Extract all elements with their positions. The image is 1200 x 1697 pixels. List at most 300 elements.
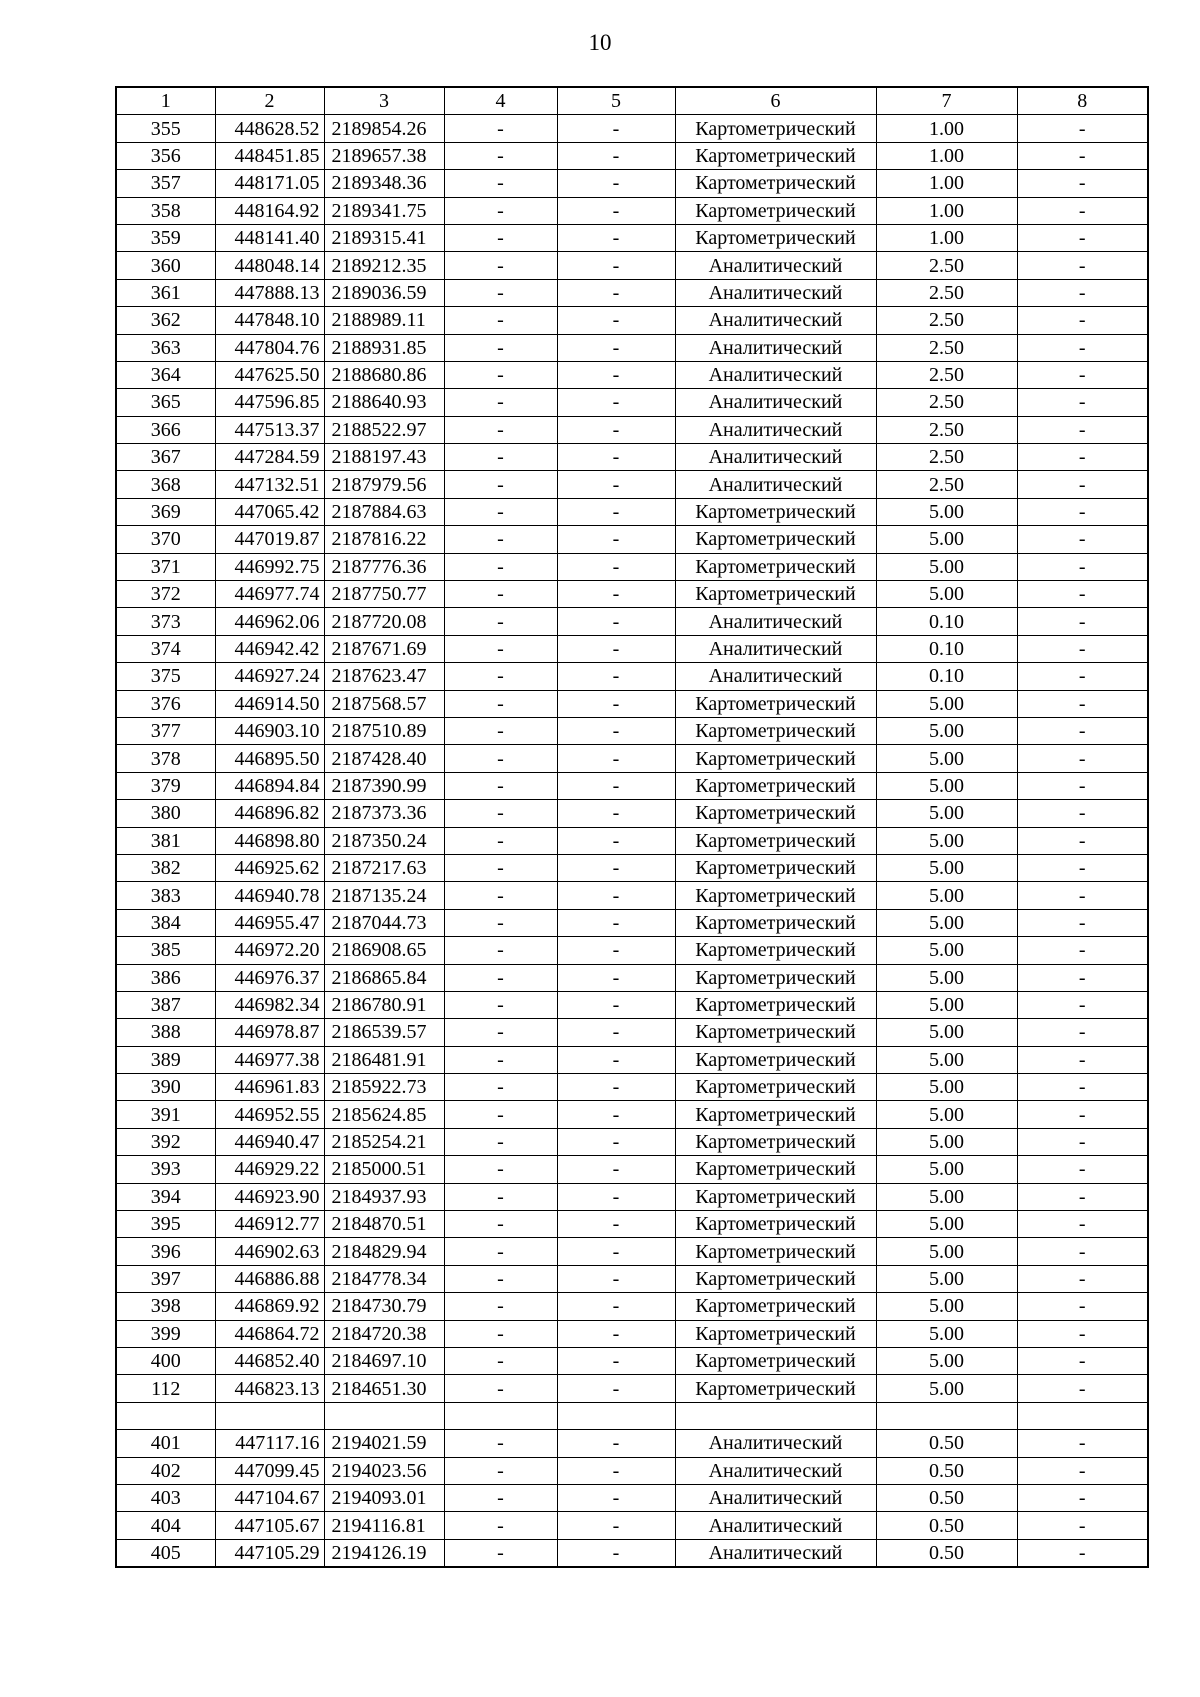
cell-col-5: - bbox=[557, 498, 675, 525]
cell-col-5: - bbox=[557, 115, 675, 142]
cell-coord-y: 2186780.91 bbox=[324, 991, 444, 1018]
cell-point-number: 388 bbox=[116, 1019, 215, 1046]
cell-col-5: - bbox=[557, 800, 675, 827]
cell-col-4: - bbox=[444, 1019, 557, 1046]
cell-coord-y: 2194116.81 bbox=[324, 1512, 444, 1539]
cell-col-8: - bbox=[1017, 1211, 1148, 1238]
cell-col-5: - bbox=[557, 389, 675, 416]
cell-coord-x: 446925.62 bbox=[215, 854, 324, 881]
cell-col-5: - bbox=[557, 1457, 675, 1484]
cell-point-number: 365 bbox=[116, 389, 215, 416]
cell-coord-x: 446886.88 bbox=[215, 1265, 324, 1292]
cell-precision: 0.50 bbox=[876, 1512, 1017, 1539]
cell-method: Картометрический bbox=[675, 964, 876, 991]
cell-point-number: 112 bbox=[116, 1375, 215, 1402]
cell-method: Картометрический bbox=[675, 1046, 876, 1073]
cell-point-number: 356 bbox=[116, 142, 215, 169]
cell-col-4: - bbox=[444, 1265, 557, 1292]
cell-method: Картометрический bbox=[675, 1375, 876, 1402]
cell-method: Картометрический bbox=[675, 1265, 876, 1292]
cell-col-5: - bbox=[557, 1183, 675, 1210]
cell-precision: 2.50 bbox=[876, 444, 1017, 471]
cell-col-4: - bbox=[444, 745, 557, 772]
cell-coord-x: 448164.92 bbox=[215, 197, 324, 224]
cell-point-number: 390 bbox=[116, 1074, 215, 1101]
cell-coord-y: 2189315.41 bbox=[324, 224, 444, 251]
cell-col-8: - bbox=[1017, 635, 1148, 662]
cell-precision bbox=[876, 1402, 1017, 1429]
cell-method: Аналитический bbox=[675, 635, 876, 662]
cell-col-8: - bbox=[1017, 1074, 1148, 1101]
cell-col-8: - bbox=[1017, 1265, 1148, 1292]
cell-coord-x: 448451.85 bbox=[215, 142, 324, 169]
table-row bbox=[116, 937, 1148, 964]
cell-precision: 5.00 bbox=[876, 1101, 1017, 1128]
cell-col-4: - bbox=[444, 1238, 557, 1265]
cell-method: Картометрический bbox=[675, 800, 876, 827]
cell-coord-y: 2185000.51 bbox=[324, 1156, 444, 1183]
table-row bbox=[116, 1265, 1148, 1292]
cell-coord-y: 2187044.73 bbox=[324, 909, 444, 936]
cell-coord-y: 2184651.30 bbox=[324, 1375, 444, 1402]
table-row bbox=[116, 690, 1148, 717]
cell-col-5: - bbox=[557, 279, 675, 306]
cell-col-5: - bbox=[557, 1211, 675, 1238]
cell-method: Картометрический bbox=[675, 1019, 876, 1046]
cell-precision: 5.00 bbox=[876, 498, 1017, 525]
cell-method: Картометрический bbox=[675, 937, 876, 964]
cell-precision: 2.50 bbox=[876, 334, 1017, 361]
cell-col-5: - bbox=[557, 1128, 675, 1155]
cell-coord-x: 446992.75 bbox=[215, 553, 324, 580]
cell-point-number: 386 bbox=[116, 964, 215, 991]
cell-point-number: 369 bbox=[116, 498, 215, 525]
cell-coord-y bbox=[324, 1402, 444, 1429]
cell-col-8: - bbox=[1017, 827, 1148, 854]
cell-col-5: - bbox=[557, 1375, 675, 1402]
cell-precision: 5.00 bbox=[876, 1347, 1017, 1374]
cell-method: Картометрический bbox=[675, 197, 876, 224]
cell-coord-y: 2187979.56 bbox=[324, 471, 444, 498]
cell-col-8: - bbox=[1017, 334, 1148, 361]
cell-col-5: - bbox=[557, 608, 675, 635]
cell-method: Картометрический bbox=[675, 882, 876, 909]
cell-method: Аналитический bbox=[675, 1457, 876, 1484]
cell-col-5: - bbox=[557, 1539, 675, 1567]
cell-col-8: - bbox=[1017, 197, 1148, 224]
cell-precision: 5.00 bbox=[876, 827, 1017, 854]
cell-coord-x: 446852.40 bbox=[215, 1347, 324, 1374]
cell-precision: 0.50 bbox=[876, 1430, 1017, 1457]
cell-point-number: 376 bbox=[116, 690, 215, 717]
cell-precision: 5.00 bbox=[876, 772, 1017, 799]
cell-precision: 2.50 bbox=[876, 361, 1017, 388]
cell-coord-x: 447132.51 bbox=[215, 471, 324, 498]
cell-col-4: - bbox=[444, 1074, 557, 1101]
cell-col-5: - bbox=[557, 909, 675, 936]
cell-col-5: - bbox=[557, 882, 675, 909]
cell-method: Картометрический bbox=[675, 526, 876, 553]
cell-col-8: - bbox=[1017, 553, 1148, 580]
cell-col-5: - bbox=[557, 1265, 675, 1292]
cell-point-number: 357 bbox=[116, 170, 215, 197]
cell-col-8: - bbox=[1017, 1320, 1148, 1347]
cell-col-5: - bbox=[557, 827, 675, 854]
column-header-1: 1 bbox=[116, 87, 215, 115]
cell-method: Аналитический bbox=[675, 307, 876, 334]
cell-coord-x: 447284.59 bbox=[215, 444, 324, 471]
table-row bbox=[116, 1430, 1148, 1457]
cell-col-4: - bbox=[444, 909, 557, 936]
cell-coord-y: 2189348.36 bbox=[324, 170, 444, 197]
cell-precision: 1.00 bbox=[876, 197, 1017, 224]
cell-col-5: - bbox=[557, 1347, 675, 1374]
cell-method: Картометрический bbox=[675, 1238, 876, 1265]
cell-coord-y: 2187884.63 bbox=[324, 498, 444, 525]
cell-point-number: 381 bbox=[116, 827, 215, 854]
cell-method: Аналитический bbox=[675, 1430, 876, 1457]
cell-coord-y: 2184697.10 bbox=[324, 1347, 444, 1374]
cell-col-5: - bbox=[557, 1512, 675, 1539]
cell-coord-y: 2194021.59 bbox=[324, 1430, 444, 1457]
cell-col-4: - bbox=[444, 581, 557, 608]
cell-precision: 5.00 bbox=[876, 1320, 1017, 1347]
cell-precision: 5.00 bbox=[876, 854, 1017, 881]
cell-col-8: - bbox=[1017, 170, 1148, 197]
cell-coord-y: 2187135.24 bbox=[324, 882, 444, 909]
table-row bbox=[116, 1101, 1148, 1128]
table-row bbox=[116, 1539, 1148, 1567]
cell-col-4: - bbox=[444, 197, 557, 224]
cell-point-number: 367 bbox=[116, 444, 215, 471]
cell-col-8: - bbox=[1017, 854, 1148, 881]
cell-col-4: - bbox=[444, 553, 557, 580]
table-row bbox=[116, 307, 1148, 334]
cell-col-4: - bbox=[444, 1046, 557, 1073]
cell-col-8: - bbox=[1017, 1101, 1148, 1128]
cell-precision: 0.50 bbox=[876, 1539, 1017, 1567]
cell-coord-y: 2186481.91 bbox=[324, 1046, 444, 1073]
cell-coord-y: 2185254.21 bbox=[324, 1128, 444, 1155]
table-row bbox=[116, 1293, 1148, 1320]
cell-precision: 5.00 bbox=[876, 717, 1017, 744]
cell-method: Аналитический bbox=[675, 608, 876, 635]
cell-col-5: - bbox=[557, 553, 675, 580]
cell-col-8: - bbox=[1017, 115, 1148, 142]
table-body bbox=[116, 115, 1148, 1567]
cell-method: Аналитический bbox=[675, 663, 876, 690]
cell-method: Картометрический bbox=[675, 854, 876, 881]
cell-coord-y: 2187671.69 bbox=[324, 635, 444, 662]
cell-coord-y: 2189341.75 bbox=[324, 197, 444, 224]
cell-method: Картометрический bbox=[675, 498, 876, 525]
cell-coord-x: 446894.84 bbox=[215, 772, 324, 799]
cell-coord-x: 447105.67 bbox=[215, 1512, 324, 1539]
cell-method: Аналитический bbox=[675, 252, 876, 279]
cell-col-4: - bbox=[444, 690, 557, 717]
cell-coord-x: 446940.78 bbox=[215, 882, 324, 909]
cell-method: Картометрический bbox=[675, 1183, 876, 1210]
cell-coord-x: 447019.87 bbox=[215, 526, 324, 553]
cell-precision: 5.00 bbox=[876, 1156, 1017, 1183]
cell-coord-y: 2184720.38 bbox=[324, 1320, 444, 1347]
cell-col-8: - bbox=[1017, 252, 1148, 279]
cell-col-8: - bbox=[1017, 1046, 1148, 1073]
cell-coord-y: 2187217.63 bbox=[324, 854, 444, 881]
cell-method: Картометрический bbox=[675, 224, 876, 251]
cell-coord-y: 2186908.65 bbox=[324, 937, 444, 964]
table-row bbox=[116, 608, 1148, 635]
cell-precision: 5.00 bbox=[876, 745, 1017, 772]
cell-point-number: 364 bbox=[116, 361, 215, 388]
cell-col-8: - bbox=[1017, 745, 1148, 772]
cell-method: Картометрический bbox=[675, 1156, 876, 1183]
cell-col-4: - bbox=[444, 1101, 557, 1128]
cell-col-8: - bbox=[1017, 224, 1148, 251]
cell-col-5: - bbox=[557, 252, 675, 279]
cell-precision: 5.00 bbox=[876, 1238, 1017, 1265]
cell-coord-y: 2194093.01 bbox=[324, 1484, 444, 1511]
cell-coord-x: 446903.10 bbox=[215, 717, 324, 744]
cell-col-5: - bbox=[557, 1238, 675, 1265]
cell-coord-y: 2186539.57 bbox=[324, 1019, 444, 1046]
cell-col-5: - bbox=[557, 361, 675, 388]
cell-col-4: - bbox=[444, 1128, 557, 1155]
cell-method: Аналитический bbox=[675, 1512, 876, 1539]
table-row bbox=[116, 854, 1148, 881]
cell-coord-y: 2187816.22 bbox=[324, 526, 444, 553]
cell-col-4: - bbox=[444, 882, 557, 909]
cell-col-4: - bbox=[444, 170, 557, 197]
cell-precision: 0.10 bbox=[876, 635, 1017, 662]
cell-point-number: 392 bbox=[116, 1128, 215, 1155]
cell-col-4: - bbox=[444, 827, 557, 854]
cell-col-4: - bbox=[444, 1183, 557, 1210]
table-row bbox=[116, 1484, 1148, 1511]
cell-col-5: - bbox=[557, 1320, 675, 1347]
table-row bbox=[116, 882, 1148, 909]
cell-col-5: - bbox=[557, 991, 675, 1018]
cell-point-number: 360 bbox=[116, 252, 215, 279]
cell-point-number: 399 bbox=[116, 1320, 215, 1347]
table-row bbox=[116, 717, 1148, 744]
cell-col-8: - bbox=[1017, 1457, 1148, 1484]
cell-coord-x: 446978.87 bbox=[215, 1019, 324, 1046]
cell-method: Картометрический bbox=[675, 827, 876, 854]
cell-point-number: 387 bbox=[116, 991, 215, 1018]
cell-col-8: - bbox=[1017, 471, 1148, 498]
table-row bbox=[116, 1238, 1148, 1265]
cell-col-8: - bbox=[1017, 444, 1148, 471]
cell-col-5: - bbox=[557, 1019, 675, 1046]
cell-col-4: - bbox=[444, 964, 557, 991]
cell-coord-y: 2185922.73 bbox=[324, 1074, 444, 1101]
cell-coord-x: 446869.92 bbox=[215, 1293, 324, 1320]
cell-point-number: 384 bbox=[116, 909, 215, 936]
cell-method: Аналитический bbox=[675, 444, 876, 471]
cell-col-4: - bbox=[444, 498, 557, 525]
cell-col-8: - bbox=[1017, 279, 1148, 306]
cell-coord-x: 446940.47 bbox=[215, 1128, 324, 1155]
cell-col-4: - bbox=[444, 1293, 557, 1320]
cell-point-number: 382 bbox=[116, 854, 215, 881]
cell-col-8: - bbox=[1017, 1238, 1148, 1265]
cell-coord-y: 2188197.43 bbox=[324, 444, 444, 471]
cell-precision: 5.00 bbox=[876, 1183, 1017, 1210]
cell-point-number: 395 bbox=[116, 1211, 215, 1238]
table-row bbox=[116, 471, 1148, 498]
cell-precision: 2.50 bbox=[876, 471, 1017, 498]
table-row bbox=[116, 991, 1148, 1018]
cell-col-8 bbox=[1017, 1402, 1148, 1429]
cell-coord-y: 2184778.34 bbox=[324, 1265, 444, 1292]
cell-precision: 1.00 bbox=[876, 170, 1017, 197]
cell-col-4: - bbox=[444, 444, 557, 471]
cell-col-8: - bbox=[1017, 361, 1148, 388]
cell-col-4: - bbox=[444, 1484, 557, 1511]
cell-col-8: - bbox=[1017, 608, 1148, 635]
cell-coord-y: 2187568.57 bbox=[324, 690, 444, 717]
cell-col-5: - bbox=[557, 964, 675, 991]
table-row bbox=[116, 389, 1148, 416]
cell-precision: 5.00 bbox=[876, 1046, 1017, 1073]
cell-col-5: - bbox=[557, 526, 675, 553]
cell-col-5: - bbox=[557, 224, 675, 251]
cell-coord-y: 2184730.79 bbox=[324, 1293, 444, 1320]
cell-point-number: 398 bbox=[116, 1293, 215, 1320]
cell-coord-y: 2194023.56 bbox=[324, 1457, 444, 1484]
cell-coord-x: 446955.47 bbox=[215, 909, 324, 936]
cell-col-8: - bbox=[1017, 717, 1148, 744]
cell-method: Аналитический bbox=[675, 1539, 876, 1567]
table-row-empty bbox=[116, 1402, 1148, 1429]
cell-point-number: 363 bbox=[116, 334, 215, 361]
cell-precision: 5.00 bbox=[876, 882, 1017, 909]
cell-point-number: 393 bbox=[116, 1156, 215, 1183]
cell-method bbox=[675, 1402, 876, 1429]
cell-point-number: 397 bbox=[116, 1265, 215, 1292]
cell-coord-x: 446962.06 bbox=[215, 608, 324, 635]
cell-precision: 5.00 bbox=[876, 937, 1017, 964]
cell-method: Картометрический bbox=[675, 1293, 876, 1320]
cell-col-4: - bbox=[444, 279, 557, 306]
cell-col-4: - bbox=[444, 663, 557, 690]
cell-col-5: - bbox=[557, 170, 675, 197]
table-row bbox=[116, 334, 1148, 361]
cell-col-5: - bbox=[557, 1101, 675, 1128]
cell-col-5: - bbox=[557, 772, 675, 799]
cell-col-5: - bbox=[557, 937, 675, 964]
cell-coord-x: 446823.13 bbox=[215, 1375, 324, 1402]
cell-coord-y: 2184937.93 bbox=[324, 1183, 444, 1210]
cell-point-number: 359 bbox=[116, 224, 215, 251]
cell-col-4: - bbox=[444, 1375, 557, 1402]
cell-precision: 5.00 bbox=[876, 1019, 1017, 1046]
cell-point-number: 370 bbox=[116, 526, 215, 553]
cell-col-4: - bbox=[444, 471, 557, 498]
cell-method: Картометрический bbox=[675, 115, 876, 142]
cell-coord-x: 446982.34 bbox=[215, 991, 324, 1018]
cell-coord-x: 448048.14 bbox=[215, 252, 324, 279]
cell-precision: 0.10 bbox=[876, 608, 1017, 635]
cell-col-4: - bbox=[444, 717, 557, 744]
cell-col-8: - bbox=[1017, 1539, 1148, 1567]
column-header-6: 6 bbox=[675, 87, 876, 115]
cell-coord-y: 2189657.38 bbox=[324, 142, 444, 169]
cell-point-number: 394 bbox=[116, 1183, 215, 1210]
cell-coord-x: 446961.83 bbox=[215, 1074, 324, 1101]
table-row bbox=[116, 224, 1148, 251]
cell-col-5: - bbox=[557, 197, 675, 224]
cell-point-number: 373 bbox=[116, 608, 215, 635]
cell-method: Картометрический bbox=[675, 745, 876, 772]
table-row bbox=[116, 416, 1148, 443]
cell-coord-y: 2187390.99 bbox=[324, 772, 444, 799]
cell-coord-y: 2187623.47 bbox=[324, 663, 444, 690]
page-number: 10 bbox=[588, 30, 612, 55]
table-row bbox=[116, 581, 1148, 608]
table-row bbox=[116, 361, 1148, 388]
cell-method: Картометрический bbox=[675, 1211, 876, 1238]
cell-point-number: 361 bbox=[116, 279, 215, 306]
cell-coord-y: 2188989.11 bbox=[324, 307, 444, 334]
cell-method: Картометрический bbox=[675, 717, 876, 744]
cell-col-4: - bbox=[444, 635, 557, 662]
cell-col-5: - bbox=[557, 690, 675, 717]
cell-point-number: 405 bbox=[116, 1539, 215, 1567]
cell-coord-y: 2187720.08 bbox=[324, 608, 444, 635]
cell-col-8: - bbox=[1017, 1512, 1148, 1539]
cell-col-8: - bbox=[1017, 1347, 1148, 1374]
cell-col-4: - bbox=[444, 307, 557, 334]
cell-point-number: 362 bbox=[116, 307, 215, 334]
cell-method: Картометрический bbox=[675, 553, 876, 580]
cell-precision: 2.50 bbox=[876, 252, 1017, 279]
cell-col-5: - bbox=[557, 854, 675, 881]
cell-method: Картометрический bbox=[675, 1074, 876, 1101]
cell-col-8: - bbox=[1017, 937, 1148, 964]
cell-coord-x: 448628.52 bbox=[215, 115, 324, 142]
cell-col-4: - bbox=[444, 1347, 557, 1374]
cell-coord-y: 2189854.26 bbox=[324, 115, 444, 142]
cell-coord-x: 447117.16 bbox=[215, 1430, 324, 1457]
table-row bbox=[116, 142, 1148, 169]
cell-coord-x: 446977.74 bbox=[215, 581, 324, 608]
table-row bbox=[116, 252, 1148, 279]
cell-coord-x: 446923.90 bbox=[215, 1183, 324, 1210]
cell-col-5: - bbox=[557, 1156, 675, 1183]
table-row bbox=[116, 909, 1148, 936]
cell-precision: 5.00 bbox=[876, 526, 1017, 553]
cell-point-number bbox=[116, 1402, 215, 1429]
cell-coord-y: 2189212.35 bbox=[324, 252, 444, 279]
cell-precision: 2.50 bbox=[876, 307, 1017, 334]
cell-col-5: - bbox=[557, 1430, 675, 1457]
cell-col-8: - bbox=[1017, 526, 1148, 553]
cell-col-8: - bbox=[1017, 1430, 1148, 1457]
cell-col-4: - bbox=[444, 1539, 557, 1567]
cell-coord-x: 446898.80 bbox=[215, 827, 324, 854]
cell-point-number: 404 bbox=[116, 1512, 215, 1539]
cell-col-8: - bbox=[1017, 1293, 1148, 1320]
column-header-8: 8 bbox=[1017, 87, 1148, 115]
cell-point-number: 366 bbox=[116, 416, 215, 443]
cell-col-8: - bbox=[1017, 307, 1148, 334]
coordinates-table bbox=[115, 86, 1149, 1568]
cell-coord-y: 2187350.24 bbox=[324, 827, 444, 854]
cell-col-5: - bbox=[557, 1484, 675, 1511]
cell-col-8: - bbox=[1017, 964, 1148, 991]
